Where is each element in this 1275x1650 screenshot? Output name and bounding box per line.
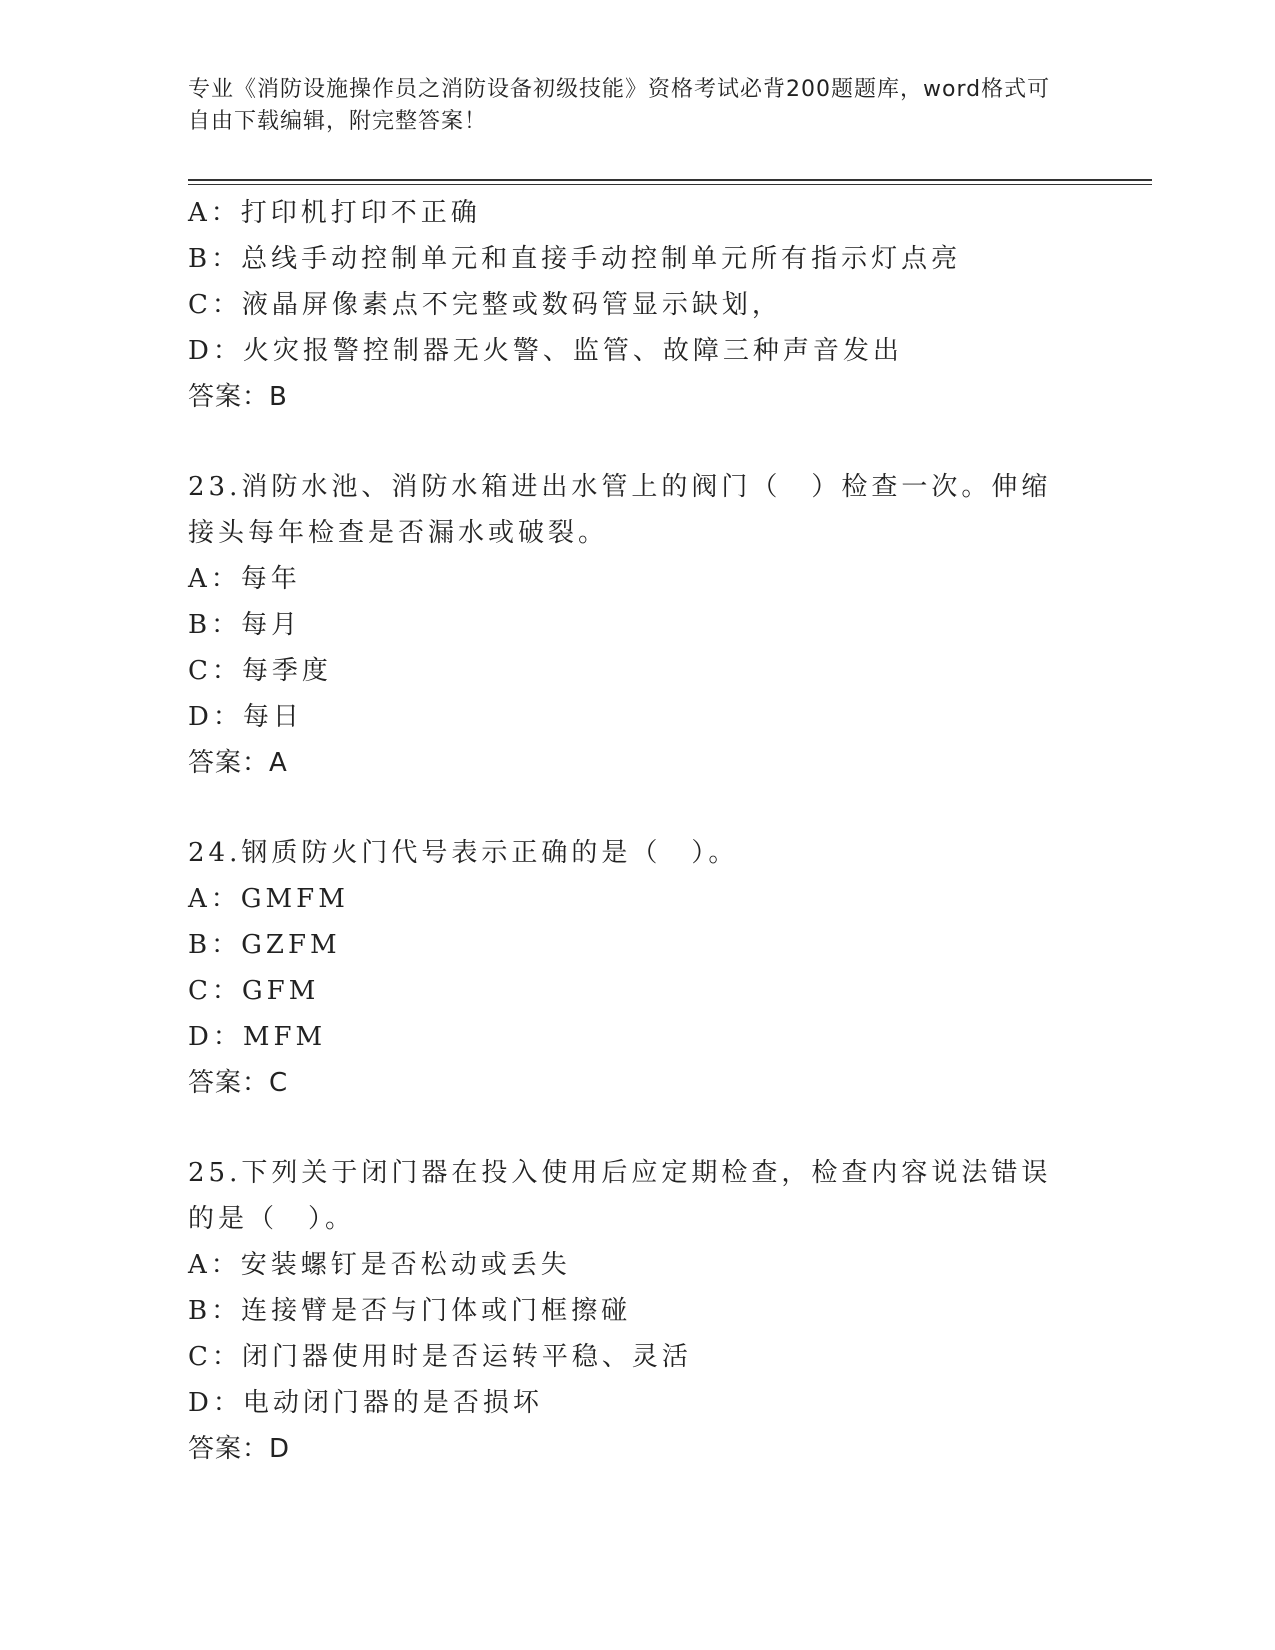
answer-line: 答案：B: [188, 382, 288, 412]
option-b: B：连接臂是否与门体或门框擦碰: [188, 1296, 632, 1326]
question-list: [188, 190, 1088, 1472]
answer-line: 答案：C: [188, 1068, 289, 1098]
question-text: 23.消防水池、消防水箱进出水管上的阀门（ ）检查一次。伸缩接头每年检查是否漏水或破裂。: [188, 472, 1052, 548]
option-a: A：GMFM: [188, 884, 349, 914]
option-a: A：安装螺钉是否松动或丢失: [188, 1250, 571, 1280]
option-b: B：总线手动控制单元和直接手动控制单元所有指示灯点亮: [188, 244, 962, 274]
option-b: B：GZFM: [188, 930, 341, 960]
option-d: D：电动闭门器的是否损坏: [188, 1388, 543, 1418]
option-d: D：MFM: [188, 1022, 327, 1052]
option-a: A：打印机打印不正确: [188, 198, 481, 228]
question-block-22: [188, 190, 1088, 420]
question-text: 24.钢质防火门代号表示正确的是（ ）。: [188, 838, 739, 868]
option-d: D：火灾报警控制器无火警、监管、故障三种声音发出: [188, 336, 903, 366]
option-c: C：闭门器使用时是否运转平稳、灵活: [188, 1342, 692, 1372]
option-c: C：GFM: [188, 976, 320, 1006]
option-b: B：每月: [188, 610, 302, 640]
question-block-25: [188, 1150, 1088, 1472]
question-block-23: [188, 464, 1088, 786]
question-text: 25.下列关于闭门器在投入使用后应定期检查，检查内容说法错误的是（ ）。: [188, 1158, 1052, 1234]
option-c: C：液晶屏像素点不完整或数码管显示缺划，: [188, 290, 782, 320]
option-c: C：每季度: [188, 656, 332, 686]
option-a: A：每年: [188, 564, 301, 594]
question-block-24: [188, 830, 1088, 1106]
header-divider-thin: [188, 184, 1152, 185]
option-d: D：每日: [188, 702, 303, 732]
document-header: 专业《消防设施操作员之消防设备初级技能》资格考试必背200题题库，word格式可自由下载编辑，附完整答案！: [188, 77, 1051, 134]
header-divider: [188, 179, 1152, 181]
answer-line: 答案：A: [188, 748, 288, 778]
answer-line: 答案：D: [188, 1434, 291, 1464]
